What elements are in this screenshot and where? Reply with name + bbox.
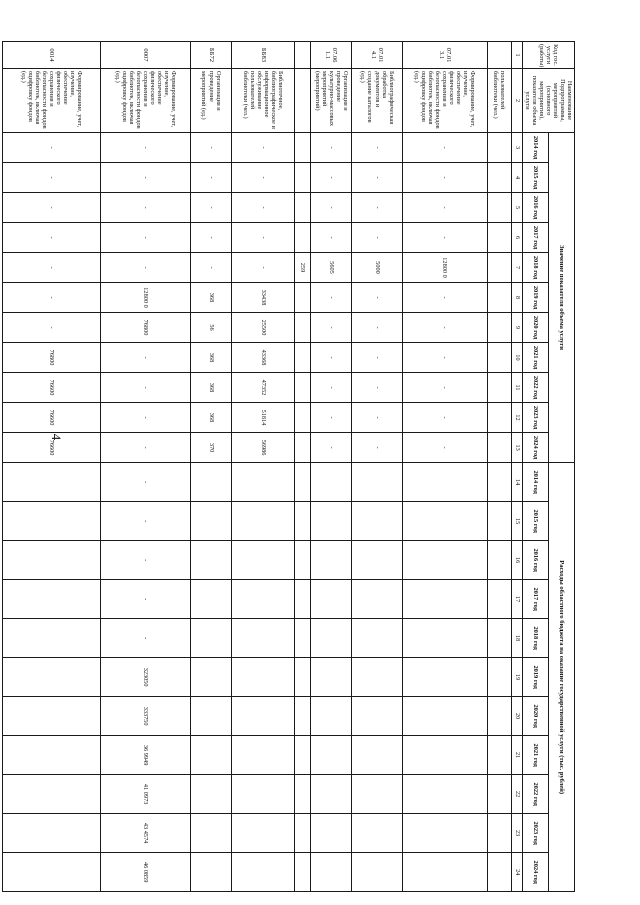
expense-value-cell xyxy=(295,814,310,853)
volume-value-cell: - xyxy=(352,133,402,163)
service-code-cell: 0007 xyxy=(101,42,190,69)
expense-value-cell xyxy=(3,619,101,658)
volume-value-cell: - xyxy=(101,433,190,463)
expense-value-cell xyxy=(295,697,310,736)
expense-value-cell xyxy=(190,814,231,853)
volume-value-cell xyxy=(295,433,310,463)
expense-value-cell xyxy=(295,619,310,658)
column-number: 3 xyxy=(511,133,522,163)
expense-value-cell xyxy=(352,619,402,658)
expense-value-cell xyxy=(352,502,402,541)
expense-value-cell: 323050 xyxy=(101,658,190,697)
column-number: 4 xyxy=(511,163,522,193)
expense-value-cell xyxy=(190,580,231,619)
service-name-cell: Организация и проведение культурно-массовых мероприятий (мероприятий) xyxy=(310,69,352,133)
volume-value-cell xyxy=(295,403,310,433)
volume-group-header: Значение показателя объема услуги xyxy=(548,133,574,463)
volume-value-cell: 5000 xyxy=(352,253,402,283)
expense-value-cell xyxy=(352,463,402,502)
expense-value-cell xyxy=(232,541,295,580)
volume-value-cell: 33438 xyxy=(232,283,295,313)
volume-value-cell: - xyxy=(3,223,101,253)
column-number: 21 xyxy=(511,736,522,775)
volume-value-cell: - xyxy=(3,193,101,223)
expense-value-cell xyxy=(402,658,487,697)
expense-value-cell xyxy=(232,853,295,892)
column-number: 24 xyxy=(511,853,522,892)
volume-value-cell: - xyxy=(101,193,190,223)
table-row xyxy=(3,42,101,892)
service-code-cell: 0014 xyxy=(3,42,101,69)
volume-value-cell xyxy=(295,373,310,403)
page-number: 4 xyxy=(49,433,64,441)
expense-value-cell xyxy=(310,541,352,580)
volume-value-cell: - xyxy=(232,133,295,163)
volume-value-cell xyxy=(487,433,511,463)
volume-year-header: 2023 год xyxy=(522,403,548,433)
expense-value-cell: 36 9949 xyxy=(101,736,190,775)
column-number: 12 xyxy=(511,403,522,433)
column-number-row xyxy=(511,42,522,892)
expense-value-cell xyxy=(232,463,295,502)
expense-value-cell xyxy=(402,814,487,853)
volume-value-cell xyxy=(487,163,511,193)
expense-year-header: 2021 год xyxy=(522,736,548,775)
volume-value-cell xyxy=(487,253,511,283)
expense-value-cell xyxy=(295,463,310,502)
volume-value-cell: 12800 0 xyxy=(402,253,487,283)
volume-value-cell: - xyxy=(310,313,352,343)
expense-value-cell xyxy=(295,853,310,892)
volume-value-cell: - xyxy=(101,343,190,373)
expense-value-cell xyxy=(402,541,487,580)
expense-value-cell xyxy=(232,580,295,619)
volume-value-cell: - xyxy=(310,193,352,223)
volume-year-header: 2022 год xyxy=(522,373,548,403)
volume-value-cell: - xyxy=(352,223,402,253)
expense-value-cell xyxy=(402,775,487,814)
expense-value-cell xyxy=(232,658,295,697)
expense-value-cell xyxy=(487,541,511,580)
volume-value-cell: 368 xyxy=(190,373,231,403)
name-column-header: Наименование Подпрограммы, мероприятий (основного мероприятия), показателя объема услуги xyxy=(522,69,574,133)
service-name-cell: Формирование, учет, изучение, обеспечение физического сохранения и безопасности фондов библиотек, включая оцифровку фондов (ед.) xyxy=(402,69,487,133)
expense-value-cell: - xyxy=(101,541,190,580)
expense-value-cell xyxy=(3,814,101,853)
expense-value-cell xyxy=(402,736,487,775)
expense-year-header: 2014 год xyxy=(522,463,548,502)
volume-value-cell: - xyxy=(352,163,402,193)
volume-value-cell: - xyxy=(402,193,487,223)
volume-value-cell: - xyxy=(3,163,101,193)
volume-year-header: 2021 год xyxy=(522,343,548,373)
service-name-cell: Формирование, учет, изучение, обеспечение физического сохранения и безопасности фондов библиотек, включая оцифровку фондов (ед.) xyxy=(3,69,101,133)
expense-value-cell: 41 0973 xyxy=(101,775,190,814)
year-header-row xyxy=(522,42,548,892)
table-row xyxy=(487,42,511,892)
expense-value-cell xyxy=(232,736,295,775)
expense-value-cell xyxy=(3,697,101,736)
volume-value-cell: - xyxy=(402,403,487,433)
volume-value-cell: - xyxy=(352,403,402,433)
volume-value-cell: - xyxy=(310,283,352,313)
expense-year-header: 2015 год xyxy=(522,502,548,541)
expense-value-cell xyxy=(310,580,352,619)
column-number: 13 xyxy=(511,433,522,463)
column-number: 7 xyxy=(511,253,522,283)
table-row xyxy=(310,42,352,892)
expense-value-cell xyxy=(190,658,231,697)
volume-value-cell: - xyxy=(3,283,101,313)
volume-value-cell: 259 xyxy=(295,253,310,283)
volume-value-cell: - xyxy=(402,343,487,373)
expense-value-cell xyxy=(487,580,511,619)
volume-value-cell: - xyxy=(190,133,231,163)
expense-year-header: 2024 год xyxy=(522,853,548,892)
volume-value-cell: 368 xyxy=(190,283,231,313)
volume-value-cell: - xyxy=(3,313,101,343)
volume-value-cell: - xyxy=(232,193,295,223)
volume-year-header: 2019 год xyxy=(522,283,548,313)
expense-value-cell xyxy=(295,502,310,541)
volume-value-cell: - xyxy=(190,223,231,253)
expense-year-header: 2020 год xyxy=(522,697,548,736)
volume-value-cell: - xyxy=(310,223,352,253)
volume-value-cell: 5605 xyxy=(310,253,352,283)
volume-value-cell xyxy=(487,373,511,403)
volume-value-cell: - xyxy=(310,403,352,433)
expense-year-header: 2017 год xyxy=(522,580,548,619)
volume-value-cell: - xyxy=(352,433,402,463)
column-number: 15 xyxy=(511,502,522,541)
column-number: 2 xyxy=(511,69,522,133)
column-number: 17 xyxy=(511,580,522,619)
expense-value-cell xyxy=(232,697,295,736)
volume-value-cell: 76600 xyxy=(3,403,101,433)
volume-year-header: 2015 год xyxy=(522,163,548,193)
volume-value-cell: 56 xyxy=(190,313,231,343)
volume-value-cell: - xyxy=(402,433,487,463)
column-number: 23 xyxy=(511,814,522,853)
volume-value-cell: - xyxy=(3,133,101,163)
expense-value-cell xyxy=(487,502,511,541)
volume-value-cell xyxy=(295,163,310,193)
expense-value-cell xyxy=(402,463,487,502)
expense-value-cell xyxy=(310,736,352,775)
expense-value-cell xyxy=(402,580,487,619)
volume-value-cell: 76600 xyxy=(3,433,101,463)
table-row xyxy=(190,42,231,892)
volume-value-cell: - xyxy=(101,163,190,193)
volume-value-cell: - xyxy=(402,163,487,193)
expense-value-cell xyxy=(3,775,101,814)
service-name-cell: Организация и проведение мероприятий (ед.) xyxy=(190,69,231,133)
expense-value-cell xyxy=(310,775,352,814)
service-code-cell: 07.01 4.1 xyxy=(352,42,402,69)
volume-value-cell: 25500 xyxy=(232,313,295,343)
expense-value-cell xyxy=(295,580,310,619)
expense-value-cell xyxy=(352,658,402,697)
expense-value-cell xyxy=(487,697,511,736)
column-number: 20 xyxy=(511,697,522,736)
volume-value-cell: - xyxy=(232,163,295,193)
expense-year-header: 2022 год xyxy=(522,775,548,814)
volume-value-cell: 370 xyxy=(190,433,231,463)
expense-value-cell xyxy=(3,541,101,580)
volume-value-cell: - xyxy=(402,283,487,313)
expense-value-cell xyxy=(352,697,402,736)
expense-value-cell xyxy=(190,463,231,502)
volume-value-cell: 76800 xyxy=(101,313,190,343)
expense-value-cell xyxy=(310,658,352,697)
expense-value-cell xyxy=(487,619,511,658)
table-row xyxy=(101,42,190,892)
expense-value-cell xyxy=(295,658,310,697)
expense-value-cell xyxy=(190,697,231,736)
volume-value-cell: - xyxy=(101,253,190,283)
volume-value-cell: - xyxy=(101,373,190,403)
expense-value-cell xyxy=(3,580,101,619)
volume-value-cell: - xyxy=(310,343,352,373)
expense-value-cell xyxy=(190,502,231,541)
expense-value-cell xyxy=(352,736,402,775)
expense-value-cell xyxy=(487,736,511,775)
header-group-row xyxy=(548,42,574,892)
expense-value-cell xyxy=(295,775,310,814)
expense-value-cell xyxy=(487,658,511,697)
service-volume-table xyxy=(2,41,575,892)
column-number: 8 xyxy=(511,283,522,313)
expense-value-cell xyxy=(232,502,295,541)
expense-value-cell: 333750 xyxy=(101,697,190,736)
volume-value-cell: - xyxy=(190,193,231,223)
expense-value-cell xyxy=(190,736,231,775)
expense-value-cell: - xyxy=(101,463,190,502)
volume-value-cell xyxy=(487,313,511,343)
expense-value-cell xyxy=(487,463,511,502)
expense-value-cell xyxy=(352,541,402,580)
table-row xyxy=(352,42,402,892)
expense-value-cell xyxy=(295,541,310,580)
volume-value-cell xyxy=(295,193,310,223)
volume-value-cell xyxy=(487,193,511,223)
volume-value-cell xyxy=(295,223,310,253)
volume-value-cell: - xyxy=(101,223,190,253)
column-number: 22 xyxy=(511,775,522,814)
volume-value-cell xyxy=(295,133,310,163)
volume-value-cell xyxy=(487,133,511,163)
expense-value-cell xyxy=(352,853,402,892)
service-name-cell: пользователей библиотеки (чел.) xyxy=(487,69,511,133)
expense-year-header: 2018 год xyxy=(522,619,548,658)
volume-value-cell: - xyxy=(101,133,190,163)
expense-value-cell xyxy=(295,736,310,775)
volume-value-cell xyxy=(295,313,310,343)
volume-value-cell: 43368 xyxy=(232,343,295,373)
service-code-cell xyxy=(487,42,511,69)
expense-value-cell xyxy=(352,580,402,619)
expense-value-cell: - xyxy=(101,502,190,541)
volume-year-header: 2018 год xyxy=(522,253,548,283)
service-code-cell: 07.01 3.1 xyxy=(402,42,487,69)
volume-value-cell xyxy=(487,343,511,373)
column-number: 19 xyxy=(511,658,522,697)
column-number: 6 xyxy=(511,223,522,253)
service-name-cell: Формирование, учет, изучение, обеспечение физического сохранения и безопасности фондов библиотек, включая оцифровку фондов (ед.) xyxy=(101,69,190,133)
service-name-cell xyxy=(295,69,310,133)
expense-value-cell: 46 0859 xyxy=(101,853,190,892)
volume-value-cell: - xyxy=(402,313,487,343)
column-number: 9 xyxy=(511,313,522,343)
column-number: 10 xyxy=(511,343,522,373)
expense-value-cell xyxy=(3,736,101,775)
volume-year-header: 2020 год xyxy=(522,313,548,343)
expense-value-cell: 43 4574 xyxy=(101,814,190,853)
expense-value-cell xyxy=(310,814,352,853)
volume-value-cell: 76600 xyxy=(3,373,101,403)
volume-value-cell xyxy=(487,403,511,433)
expense-value-cell xyxy=(232,775,295,814)
expense-value-cell xyxy=(310,697,352,736)
volume-value-cell: 368 xyxy=(190,403,231,433)
volume-value-cell xyxy=(487,283,511,313)
expense-value-cell xyxy=(232,619,295,658)
volume-value-cell xyxy=(295,283,310,313)
expense-value-cell xyxy=(3,502,101,541)
volume-value-cell: 368 xyxy=(190,343,231,373)
expense-value-cell xyxy=(232,814,295,853)
volume-value-cell: - xyxy=(232,223,295,253)
column-number: 11 xyxy=(511,373,522,403)
volume-value-cell: - xyxy=(402,133,487,163)
expense-value-cell xyxy=(3,853,101,892)
expense-group-header: Расходы областного бюджета на оказание государственной услуги (тыс. рублей) xyxy=(548,463,574,892)
volume-year-header: 2014 год xyxy=(522,133,548,163)
expense-value-cell: - xyxy=(101,580,190,619)
volume-value-cell xyxy=(295,343,310,373)
table-row xyxy=(232,42,295,892)
volume-value-cell xyxy=(487,223,511,253)
expense-year-header: 2019 год xyxy=(522,658,548,697)
table-row xyxy=(402,42,487,892)
expense-year-header: 2023 год xyxy=(522,814,548,853)
expense-value-cell xyxy=(190,853,231,892)
volume-value-cell: - xyxy=(352,373,402,403)
volume-value-cell: 12800 0 xyxy=(101,283,190,313)
expense-value-cell xyxy=(3,463,101,502)
expense-value-cell xyxy=(402,697,487,736)
volume-value-cell: - xyxy=(352,343,402,373)
volume-value-cell: 56986 xyxy=(232,433,295,463)
service-name-cell: Библиографическая обработка документов и создание каталогов (ед.) xyxy=(352,69,402,133)
volume-year-header: 2024 год xyxy=(522,433,548,463)
volume-value-cell: - xyxy=(190,163,231,193)
volume-value-cell: - xyxy=(310,373,352,403)
volume-value-cell: - xyxy=(402,373,487,403)
expense-value-cell xyxy=(352,814,402,853)
expense-year-header: 2016 год xyxy=(522,541,548,580)
volume-value-cell: - xyxy=(101,403,190,433)
volume-value-cell: - xyxy=(310,163,352,193)
volume-value-cell: - xyxy=(190,253,231,283)
service-code-cell: 07.06 1.1 xyxy=(310,42,352,69)
column-number: 16 xyxy=(511,541,522,580)
table-body xyxy=(3,42,512,892)
code-column-header: Код гос. услуги (работы) xyxy=(522,42,574,69)
service-code-cell: ББ72 xyxy=(190,42,231,69)
expense-value-cell xyxy=(310,502,352,541)
volume-value-cell: - xyxy=(402,223,487,253)
volume-value-cell: - xyxy=(352,283,402,313)
volume-value-cell: - xyxy=(310,433,352,463)
expense-value-cell xyxy=(310,463,352,502)
volume-value-cell: - xyxy=(232,253,295,283)
service-code-cell: ББ83 xyxy=(232,42,295,69)
column-number: 1 xyxy=(511,42,522,69)
expense-value-cell xyxy=(402,853,487,892)
expense-value-cell: - xyxy=(101,619,190,658)
volume-value-cell: - xyxy=(3,253,101,283)
service-name-cell: Библиотечное, библиографическое и информационное обслуживание пользователей библиотеки (чел.) xyxy=(232,69,295,133)
expense-value-cell xyxy=(3,658,101,697)
volume-value-cell: - xyxy=(310,133,352,163)
volume-value-cell: 47352 xyxy=(232,373,295,403)
column-number: 18 xyxy=(511,619,522,658)
expense-value-cell xyxy=(310,853,352,892)
volume-year-header: 2017 год xyxy=(522,223,548,253)
volume-value-cell: - xyxy=(352,313,402,343)
expense-value-cell xyxy=(190,775,231,814)
expense-value-cell xyxy=(352,775,402,814)
expense-value-cell xyxy=(402,619,487,658)
expense-value-cell xyxy=(487,814,511,853)
volume-year-header: 2016 год xyxy=(522,193,548,223)
expense-value-cell xyxy=(487,775,511,814)
column-number: 14 xyxy=(511,463,522,502)
expense-value-cell xyxy=(487,853,511,892)
expense-value-cell xyxy=(190,619,231,658)
column-number: 5 xyxy=(511,193,522,223)
volume-value-cell: 51814 xyxy=(232,403,295,433)
expense-value-cell xyxy=(190,541,231,580)
service-code-cell xyxy=(295,42,310,69)
volume-value-cell: 76800 xyxy=(3,343,101,373)
expense-value-cell xyxy=(402,502,487,541)
table-row xyxy=(295,42,310,892)
volume-value-cell: - xyxy=(352,193,402,223)
expense-value-cell xyxy=(310,619,352,658)
